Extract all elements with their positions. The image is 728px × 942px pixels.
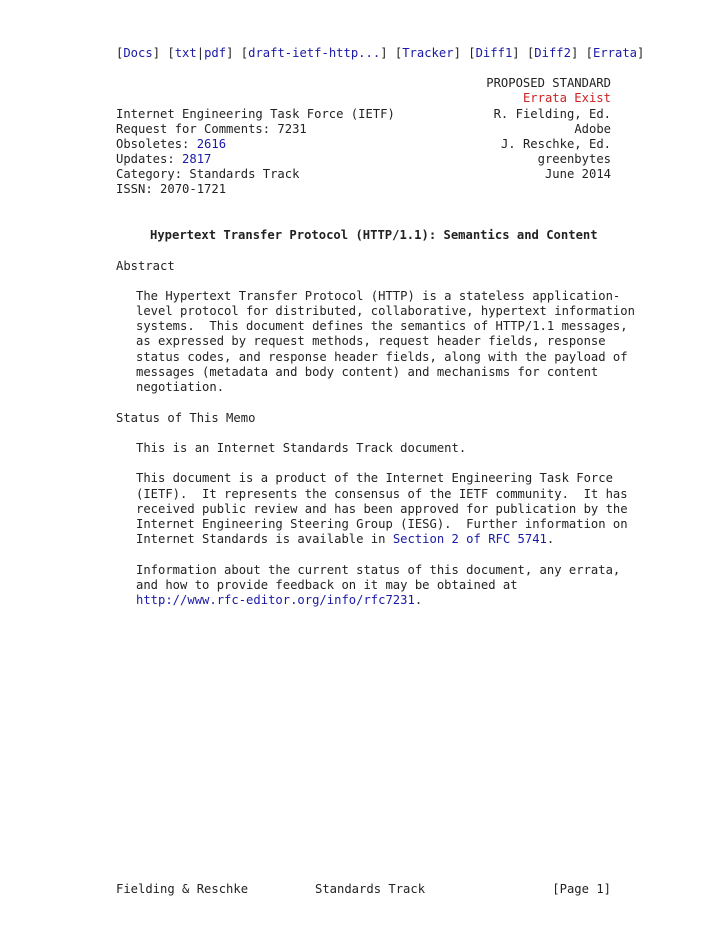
abstract-line: The Hypertext Transfer Protocol (HTTP) is a stateless application- bbox=[136, 289, 621, 303]
abstract-line: as expressed by request methods, request header fields, response bbox=[136, 334, 606, 348]
status-memo-p3-line: and how to provide feedback on it may be obtained at bbox=[136, 578, 518, 592]
obsoletes-line bbox=[116, 137, 226, 152]
errata-link[interactable]: Errata bbox=[593, 46, 638, 60]
status-memo-p2-line: This document is a product of the Internet Engineering Task Force bbox=[136, 471, 613, 485]
status-memo-p3-last bbox=[136, 593, 422, 608]
abstract-line: status codes, and response header fields, along with the payload of bbox=[136, 350, 628, 364]
pdf-link[interactable]: pdf bbox=[204, 46, 227, 60]
author2: J. Reschke, Ed. bbox=[500, 137, 611, 151]
docs-link[interactable]: Docs bbox=[123, 46, 153, 60]
status-memo-p2-last bbox=[136, 532, 554, 547]
rfc-number: Request for Comments: 7231 bbox=[116, 122, 307, 136]
publication-date: June 2014 bbox=[544, 167, 611, 181]
rfc-editor-info-link[interactable]: http://www.rfc-editor.org/info/rfc7231 bbox=[136, 593, 415, 607]
author1-org: Adobe bbox=[574, 122, 611, 136]
org-name: Internet Engineering Task Force (IETF) bbox=[116, 107, 395, 121]
obsoletes-label: Obsoletes: bbox=[116, 137, 197, 151]
abstract-heading: Abstract bbox=[116, 259, 175, 273]
abstract-line: systems. This document defines the semantics of HTTP/1.1 messages, bbox=[136, 319, 628, 333]
status-memo-p2-line: (IETF). It represents the consensus of the IETF community. It has bbox=[136, 487, 628, 501]
tracker-link[interactable]: Tracker bbox=[402, 46, 454, 60]
updates-link[interactable]: 2817 bbox=[182, 152, 212, 166]
category-line: Category: Standards Track bbox=[116, 167, 300, 181]
diff1-link[interactable]: Diff1 bbox=[475, 46, 513, 60]
document-title: Hypertext Transfer Protocol (HTTP/1.1): Semantics and Content bbox=[150, 228, 598, 242]
doc-nav-bar: [Docs] [txt|pdf] [draft-ietf-http...] [Tracker] [Diff1] [Diff2] [Errata] bbox=[116, 46, 645, 60]
status-memo-p1: This is an Internet Standards Track document. bbox=[136, 441, 467, 455]
author1: R. Fielding, Ed. bbox=[493, 107, 611, 121]
abstract-line: negotiation. bbox=[136, 380, 225, 394]
footer-authors: Fielding & Reschke bbox=[116, 882, 249, 896]
txt-link[interactable]: txt bbox=[174, 46, 197, 60]
status-memo-p2-line: Internet Engineering Steering Group (IESG). Further information on bbox=[136, 517, 628, 531]
status-label: PROPOSED STANDARD bbox=[486, 76, 611, 90]
status-memo-p2-prefix: Internet Standards is available in bbox=[136, 532, 393, 546]
obsoletes-link[interactable]: 2616 bbox=[196, 137, 227, 151]
footer-page-number: [Page 1] bbox=[552, 882, 611, 896]
status-memo-p3-suffix: . bbox=[414, 593, 423, 607]
abstract-line: level protocol for distributed, collaborative, hypertext information bbox=[136, 304, 635, 318]
updates-label: Updates: bbox=[116, 152, 183, 166]
status-memo-p2-suffix: . bbox=[546, 532, 555, 546]
status-memo-p2-line: received public review and has been approved for publication by the bbox=[136, 502, 628, 516]
footer-track: Standards Track bbox=[315, 882, 426, 896]
status-memo-p3-line: Information about the current status of this document, any errata, bbox=[136, 563, 621, 577]
rfc5741-link[interactable]: Section 2 of RFC 5741 bbox=[392, 532, 547, 546]
abstract-line: messages (metadata and body content) and mechanisms for content bbox=[136, 365, 599, 379]
updates-line bbox=[116, 152, 211, 167]
diff2-link[interactable]: Diff2 bbox=[534, 46, 571, 60]
author2-org: greenbytes bbox=[537, 152, 611, 166]
issn-line: ISSN: 2070-1721 bbox=[116, 182, 227, 196]
status-memo-heading: Status of This Memo bbox=[116, 411, 256, 425]
errata-exist-label: Errata Exist bbox=[522, 91, 611, 105]
draft-link[interactable]: draft-ietf-http... bbox=[248, 46, 381, 60]
